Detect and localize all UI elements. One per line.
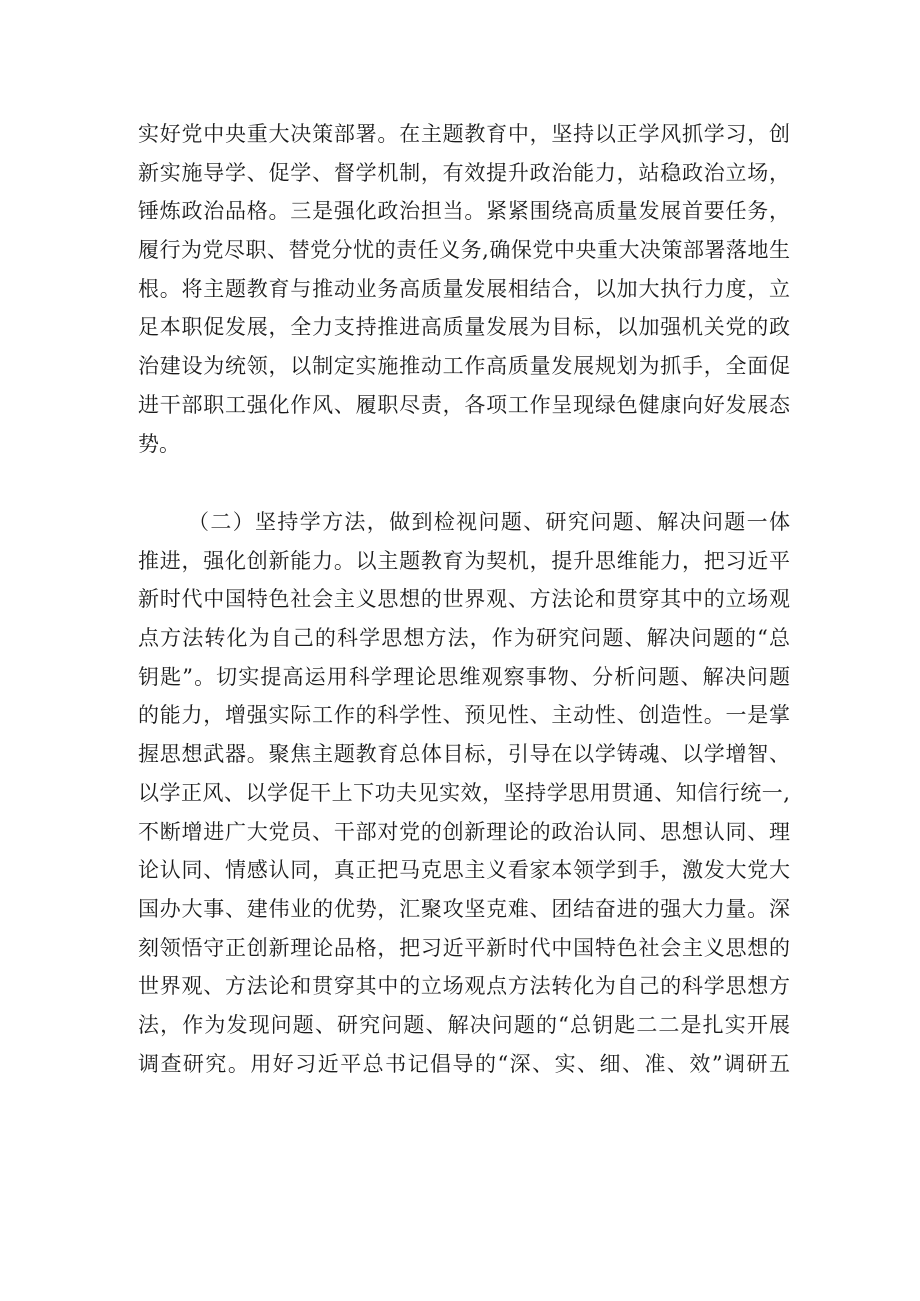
text-line: 握思想武器。聚焦主题教育总体目标，引导在以学铸魂、以学增智、 xyxy=(138,742,790,767)
text-line: 世界观、方法论和贯穿其中的立场观点方法转化为自己的科学思想方 xyxy=(138,974,790,999)
text-line: 刻领悟守正创新理论品格，把习近平新时代中国特色社会主义思想的 xyxy=(138,935,790,960)
text-line: 新时代中国特色社会主义思想的世界观、方法论和贯穿其中的立场观 xyxy=(138,587,790,612)
text-line: 新实施导学、促学、督学机制，有效提升政治能力，站稳政治立场， xyxy=(138,160,790,185)
text-line: 实好党中央重大决策部署。在主题教育中，坚持以正学风抓学习，创 xyxy=(138,122,790,146)
paragraph-section-2 xyxy=(138,503,790,1083)
text-line: 势。 xyxy=(138,431,180,456)
text-line: 国办大事、建伟业的优势，汇聚攻坚克难、团结奋进的强大力量。深 xyxy=(138,896,790,921)
text-line: 的能力，增强实际工作的科学性、预见性、主动性、创造性。一是掌 xyxy=(138,703,790,728)
text-line: 以学正风、以学促干上下功夫见实效，坚持学思用贯通、知信行统一, xyxy=(138,780,790,805)
text-line: 调查研究。用好习近平总书记倡导的“深、实、细、准、效”调研五 xyxy=(138,1051,790,1076)
paragraph-continuation xyxy=(138,115,790,463)
text-line: 点方法转化为自己的科学思想方法，作为研究问题、解决问题的“总 xyxy=(138,626,790,651)
text-line: 不断增进广大党员、干部对党的创新理论的政治认同、思想认同、理 xyxy=(138,819,790,844)
text-line: 进干部职工强化作风、履职尽责，各项工作呈现绿色健康向好发展态 xyxy=(138,392,790,417)
text-line: 根。将主题教育与推动业务高质量发展相结合，以加大执行力度，立 xyxy=(138,276,790,301)
text-line: 治建设为统领，以制定实施推动工作高质量发展规划为抓手，全面促 xyxy=(138,354,790,379)
text-line: 法，作为发现问题、研究问题、解决问题的“总钥匙二二是扎实开展 xyxy=(138,1012,790,1037)
text-line: 论认同、情感认同，真正把马克思主义看家本领学到手，激发大党大 xyxy=(138,858,790,883)
text-line: 履行为党尽职、替党分忧的责任义务,确保党中央重大决策部署落地生 xyxy=(138,238,790,263)
text-line: 锤炼政治品格。三是强化政治担当。紧紧围绕高质量发展首要任务， xyxy=(138,199,790,224)
text-line: 足本职促发展，全力支持推进高质量发展为目标，以加强机关党的政 xyxy=(138,315,790,340)
text-line: 钥匙”。切实提高运用科学理论思维观察事物、分析问题、解决问题 xyxy=(138,664,790,689)
section-heading-line: （二）坚持学方法，做到检视问题、研究问题、解决问题一体 xyxy=(188,510,790,534)
text-line: 推进，强化创新能力。以主题教育为契机，提升思维能力，把习近平 xyxy=(138,548,790,573)
